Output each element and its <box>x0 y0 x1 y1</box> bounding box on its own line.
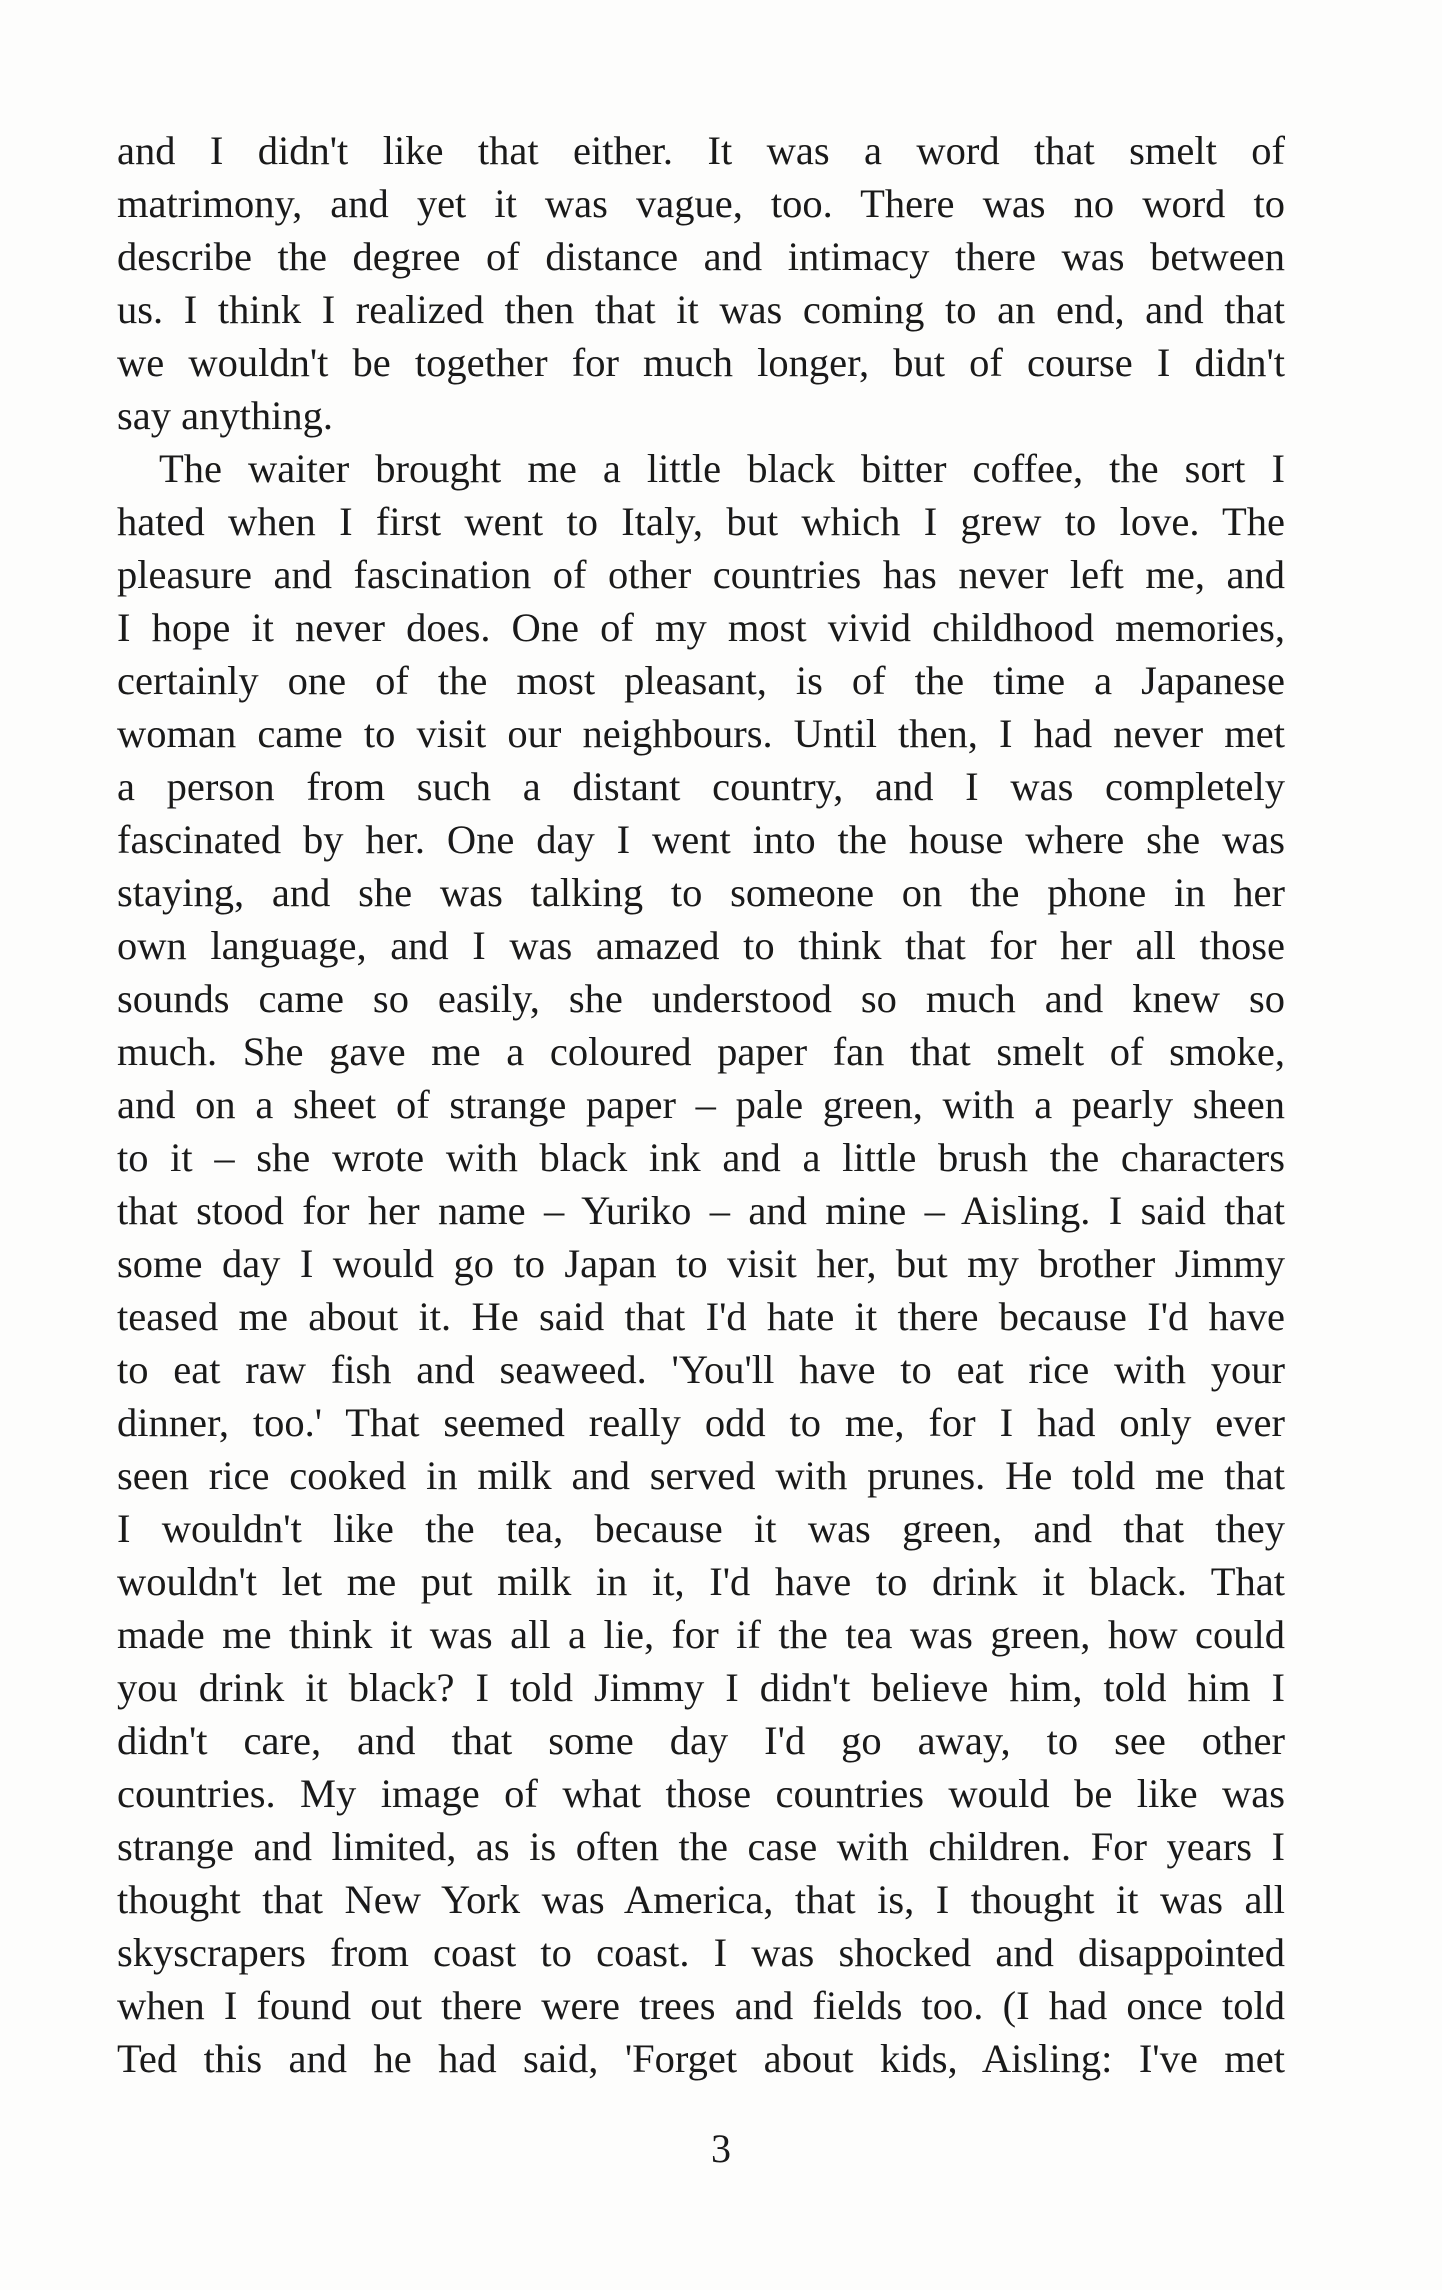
text-line: and I didn't like that either. It was a word that smelt of <box>117 128 1285 173</box>
text-line: some day I would go to Japan to visit her, but my brother Jimmy <box>117 1241 1285 1286</box>
text-line: woman came to visit our neighbours. Until then, I had never met <box>117 711 1285 756</box>
text-line: thought that New York was America, that is, I thought it was all <box>117 1877 1285 1922</box>
text-line: certainly one of the most pleasant, is of the time a Japanese <box>117 658 1285 703</box>
text-line: and on a sheet of strange paper – pale green, with a pearly sheen <box>117 1082 1285 1127</box>
text-line: say anything. <box>117 393 333 438</box>
text-line: teased me about it. He said that I'd hate it there because I'd have <box>117 1294 1285 1339</box>
text-line: us. I think I realized then that it was coming to an end, and that <box>117 287 1285 332</box>
text-line: fascinated by her. One day I went into the house where she was <box>117 817 1285 862</box>
text-line: you drink it black? I told Jimmy I didn't believe him, told him I <box>117 1665 1285 1710</box>
text-line: Ted this and he had said, 'Forget about kids, Aisling: I've met <box>117 2036 1285 2081</box>
text-line: to eat raw fish and seaweed. 'You'll have to eat rice with your <box>117 1347 1285 1392</box>
text-line: pleasure and fascination of other countries has never left me, and <box>117 552 1285 597</box>
text-line: own language, and I was amazed to think that for her all those <box>117 923 1285 968</box>
text-line: a person from such a distant country, and I was completely <box>117 764 1285 809</box>
text-line: we wouldn't be together for much longer, but of course I didn't <box>117 340 1285 385</box>
text-line: to it – she wrote with black ink and a little brush the characters <box>117 1135 1285 1180</box>
text-line: seen rice cooked in milk and served with prunes. He told me that <box>117 1453 1285 1498</box>
text-line: sounds came so easily, she understood so much and knew so <box>117 976 1285 1021</box>
text-line: I wouldn't like the tea, because it was green, and that they <box>117 1506 1285 1551</box>
text-line: made me think it was all a lie, for if the tea was green, how could <box>117 1612 1285 1657</box>
text-line: much. She gave me a coloured paper fan that smelt of smoke, <box>117 1029 1285 1074</box>
text-line: The waiter brought me a little black bitter coffee, the sort I <box>159 446 1285 491</box>
text-line: matrimony, and yet it was vague, too. There was no word to <box>117 181 1285 226</box>
text-line: skyscrapers from coast to coast. I was shocked and disappointed <box>117 1930 1285 1975</box>
page-number: 3 <box>711 2126 731 2171</box>
text-line: that stood for her name – Yuriko – and mine – Aisling. I said that <box>117 1188 1285 1233</box>
body-text <box>117 124 1285 2085</box>
text-line: staying, and she was talking to someone on the phone in her <box>117 870 1285 915</box>
text-line: when I found out there were trees and fields too. (I had once told <box>117 1983 1285 2028</box>
text-line: hated when I first went to Italy, but which I grew to love. The <box>117 499 1285 544</box>
text-line: strange and limited, as is often the case with children. For years I <box>117 1824 1285 1869</box>
text-line: dinner, too.' That seemed really odd to me, for I had only ever <box>117 1400 1285 1445</box>
text-line: describe the degree of distance and intimacy there was between <box>117 234 1285 279</box>
text-line: didn't care, and that some day I'd go away, to see other <box>117 1718 1285 1763</box>
text-line: wouldn't let me put milk in it, I'd have to drink it black. That <box>117 1559 1285 1604</box>
text-line: countries. My image of what those countries would be like was <box>117 1771 1285 1816</box>
text-line: I hope it never does. One of my most vivid childhood memories, <box>117 605 1285 650</box>
